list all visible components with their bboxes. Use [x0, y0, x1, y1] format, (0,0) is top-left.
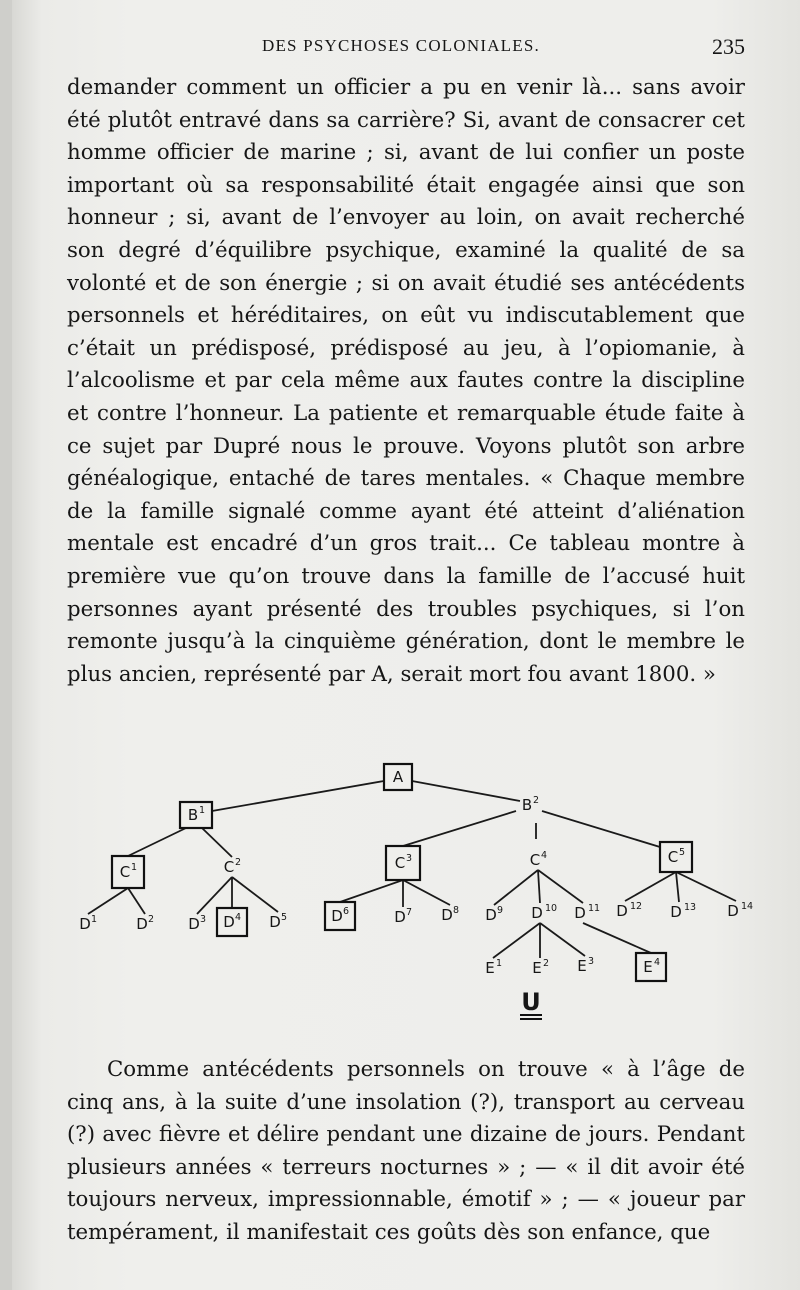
tree-node-label: D	[188, 915, 200, 933]
tree-node-superscript: 4	[541, 850, 548, 861]
tree-node-c5	[660, 842, 692, 872]
tree-node-label: D	[574, 904, 586, 922]
tree-node-label: D	[616, 902, 628, 920]
tree-node-superscript: 7	[406, 907, 413, 918]
tree-node-label: D	[394, 908, 406, 926]
tree-node-superscript: 13	[684, 902, 697, 913]
tree-node-u	[520, 988, 542, 1019]
tree-node-superscript: 14	[741, 901, 754, 912]
tree-node-label: D	[670, 903, 682, 921]
tree-node-d12	[616, 901, 642, 920]
tree-node-e2	[532, 958, 549, 977]
tree-node-label: D	[727, 902, 739, 920]
tree-node-label: D	[531, 904, 543, 922]
tree-node-d3	[188, 914, 206, 933]
tree-node-superscript: 1	[496, 958, 503, 969]
tree-edge-C1-D2	[128, 888, 145, 914]
tree-edge-B1-C2	[202, 828, 232, 857]
tree-edge-B2-C5	[542, 811, 660, 847]
tree-node-superscript: 2	[543, 958, 550, 969]
tree-node-superscript: 4	[654, 957, 661, 968]
tree-edge-C5-D12	[625, 872, 676, 901]
tree-node-label: E	[643, 958, 653, 976]
tree-node-b2	[522, 795, 539, 814]
tree-node-d5	[269, 912, 287, 931]
tree-node-label: C	[667, 848, 679, 866]
tree-node-e3	[577, 956, 594, 975]
tree-node-superscript: 1	[131, 862, 138, 873]
tree-node-label: D	[223, 913, 235, 931]
tree-edge-B1-C1	[128, 828, 186, 856]
tree-node-superscript: 3	[200, 914, 207, 925]
tree-node-label: B	[187, 806, 199, 824]
tree-node-label: C	[394, 854, 406, 872]
tree-node-superscript: 4	[235, 912, 242, 923]
tree-node-d10	[531, 903, 557, 922]
tree-edge-A-B2	[412, 781, 520, 801]
tree-node-c1	[112, 856, 144, 888]
tree-node-b1	[180, 802, 212, 828]
tree-edge-C4-D10	[538, 870, 540, 903]
tree-edge-C4-D9	[494, 870, 538, 905]
tree-node-label: C	[119, 863, 131, 881]
tree-node-superscript: 12	[630, 901, 643, 912]
tree-edge-D10-E3	[540, 923, 585, 956]
tree-node-d1	[79, 914, 97, 933]
tree-edge-C5-D13	[676, 872, 679, 902]
tree-node-superscript: 6	[343, 906, 350, 917]
tree-node-superscript: 9	[497, 905, 504, 916]
tree-node-d13	[670, 902, 696, 921]
tree-node-d2	[136, 914, 154, 933]
tree-edge-C2-D5	[232, 877, 278, 912]
tree-node-superscript: 8	[453, 905, 460, 916]
tree-node-label: D	[441, 906, 453, 924]
tree-node-label: E	[532, 959, 542, 977]
page-number: 235	[712, 34, 745, 59]
tree-node-e1	[485, 958, 502, 977]
tree-node-label: D	[79, 915, 91, 933]
tree-node-d7	[394, 907, 412, 926]
running-head: DES PSYCHOSES COLONIALES.	[262, 36, 540, 55]
tree-edge-A-B1	[212, 781, 384, 811]
tree-node-superscript: 11	[588, 903, 601, 914]
tree-node-e4	[636, 953, 666, 981]
tree-node-d11	[574, 903, 600, 922]
tree-node-label: D	[485, 906, 497, 924]
tree-node-label: B	[521, 796, 533, 814]
tree-node-superscript: 2	[533, 795, 540, 806]
tree-edge-B2-C3	[403, 811, 516, 846]
tree-node-label: D	[269, 913, 281, 931]
tree-node-superscript: 5	[679, 847, 686, 858]
tree-edge-C3-D8	[403, 880, 450, 905]
tree-node-superscript: 3	[588, 956, 595, 967]
tree-node-superscript: 5	[281, 912, 288, 923]
tree-node-d8	[441, 905, 459, 924]
tree-edge-C1-D1	[88, 888, 128, 914]
tree-edge-D11-E4	[583, 923, 651, 953]
tree-node-superscript: 10	[545, 903, 558, 914]
tree-node-c4	[530, 850, 547, 869]
tree-node-superscript: 3	[406, 853, 413, 864]
family-tree-nodes	[79, 764, 753, 1019]
tree-node-d6	[325, 902, 355, 930]
tree-node-d9	[485, 905, 503, 924]
tree-node-label: C	[223, 858, 235, 876]
tree-node-d4	[217, 908, 247, 936]
tree-edge-C4-D11	[538, 870, 583, 903]
tree-node-label: D	[136, 915, 148, 933]
tree-node-label: A	[392, 768, 404, 786]
tree-node-d14	[727, 901, 753, 920]
tree-edge-C5-D14	[676, 872, 736, 901]
tree-node-label: E	[485, 959, 495, 977]
body-paragraph-2: Comme antécédents personnels on trouve « à l’âge de cinq ans, à la suite d’une insolation (?), transport au cerveau (?) avec fièvre et délire pendant une dizaine de jours. Pendant plusieurs années « terreurs nocturnes » ; — « il dit avoir été toujours nerveux, impressionnable, émotif » ; — « joueur par tempérament, il manifestait ces goûts dès son enfance, que	[67, 1057, 745, 1245]
tree-edge-C3-D6	[340, 880, 403, 902]
tree-node-c2	[224, 857, 241, 876]
tree-node-label: D	[331, 907, 343, 925]
tree-node-c3	[386, 846, 420, 880]
tree-node-superscript: 2	[148, 914, 155, 925]
tree-node-label: U	[521, 988, 541, 1016]
tree-node-a	[384, 764, 412, 790]
body-paragraph-1: demander comment un officier a pu en venir là... sans avoir été plutôt entravé dans sa carrière? Si, avant de consacrer cet homme officier de marine ; si, avant de lui confier un poste important où sa responsabilité était engagée ainsi que son honneur ; si, avant de l’envoyer au loin, on avait recherché son degré d’équilibre psychique, examiné la qualité de sa volonté et de son énergie ; si on avait étudié ses antécédents personnels et héréditaires, on eût vu indiscutablement que c’était un prédisposé, prédisposé au jeu, à l’opiomanie, à l’alcoolisme et par cela même aux fautes contre la discipline et contre l’honneur. La patiente et remarquable étude faite à ce sujet par Dupré nous le prouve. Voyons plutôt son arbre généalogique, entaché de tares mentales. « Chaque membre de la famille signalé comme ayant été atteint d’aliénation mentale est encadré d’un gros trait... Ce tableau montre à première vue qu’on trouve dans la famille de l’accusé huit personnes ayant présenté des troubles psychiques, si l’on remonte jusqu’à la cinquième génération, dont le membre le plus ancien, représenté par A, serait mort fou avant 1800. »	[67, 75, 745, 687]
tree-node-label: C	[529, 851, 541, 869]
tree-node-superscript: 2	[235, 857, 242, 868]
tree-node-superscript: 1	[199, 805, 206, 816]
tree-node-label: E	[577, 957, 587, 975]
tree-node-superscript: 1	[91, 914, 98, 925]
tree-edge-D10-E1	[493, 923, 540, 958]
